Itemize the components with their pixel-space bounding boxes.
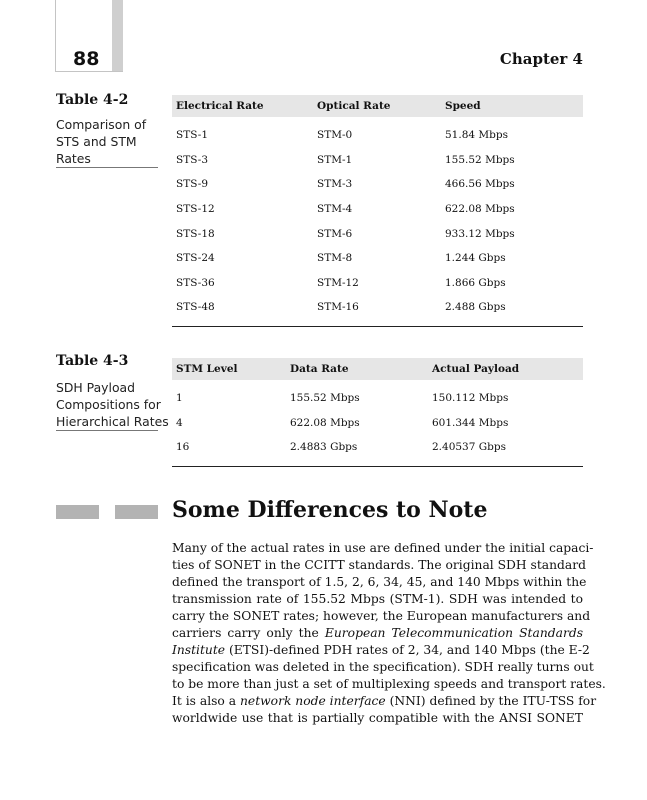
column-header: STM Level [172, 358, 286, 380]
table-cell: STM-12 [317, 276, 359, 289]
table-4-2 [172, 95, 583, 327]
body-line: Many of the actual rates in use are defined under the initial capaci- [172, 541, 594, 555]
table-4-2-label: Table 4-2 [56, 92, 129, 108]
table-cell: STM-8 [317, 252, 353, 265]
table-cell: STS-12 [176, 203, 215, 216]
column-header: Data Rate [286, 358, 428, 380]
page-tab-rule [56, 71, 123, 72]
body-line: defined the transport of 1.5, 2, 6, 34, 45, and 140 Mbps within the [172, 575, 587, 589]
table-4-2-caption [56, 116, 158, 168]
table-row [172, 197, 583, 222]
table-row [172, 380, 583, 411]
table-row [172, 435, 583, 466]
table-4-3 [172, 358, 583, 467]
table-cell: 155.52 Mbps [290, 392, 360, 405]
table-row [172, 411, 583, 436]
caption-line: STS and STM [56, 134, 137, 149]
table-cell: STS-36 [176, 276, 215, 289]
table-cell: 933.12 Mbps [445, 227, 515, 240]
table-row [172, 246, 583, 271]
column-header: Speed [441, 95, 583, 117]
body-line: worldwide use that is partially compatible with the ANSI SONET [172, 711, 583, 725]
table-cell: STS-3 [176, 153, 209, 166]
chapter-label: Chapter 4 [499, 50, 583, 68]
table-row [172, 148, 583, 173]
body-line: Institute (ETSI)-defined PDH rates of 2, 34, and 140 Mbps (the E-2 [172, 643, 590, 657]
column-header: Optical Rate [313, 95, 441, 117]
table-cell: 2.488 Gbps [445, 301, 506, 314]
section-marker-block [56, 505, 99, 519]
table-cell: 4 [176, 416, 183, 429]
table-cell: 16 [176, 441, 190, 454]
body-line: transmission rate of 155.52 Mbps (STM-1). SDH was intended to [172, 592, 583, 606]
table-row [172, 117, 583, 148]
table-cell: STM-1 [317, 153, 353, 166]
caption-line: Hierarchical Rates [56, 414, 169, 429]
table-4-3-caption [56, 379, 169, 431]
table-cell: STS-48 [176, 301, 215, 314]
column-header: Actual Payload [428, 358, 583, 380]
caption-line: Compositions for [56, 397, 161, 412]
table-cell: STM-6 [317, 227, 353, 240]
table-row [172, 271, 583, 296]
table-row [172, 172, 583, 197]
table-cell: 622.08 Mbps [445, 203, 515, 216]
table-cell: STS-9 [176, 178, 209, 191]
table-cell: STM-16 [317, 301, 359, 314]
table-cell: STS-18 [176, 227, 215, 240]
body-line: carriers carry only the European Telecommunication Standards [172, 626, 584, 640]
table-cell: 1.866 Gbps [445, 276, 506, 289]
table-row [172, 295, 583, 326]
body-line: carry the SONET rates; however, the European manufacturers and [172, 609, 591, 623]
table-cell: 622.08 Mbps [290, 416, 360, 429]
table-cell: STS-24 [176, 252, 215, 265]
body-line: ties of SONET in the CCITT standards. The original SDH standard [172, 558, 586, 572]
caption-line: Comparison of [56, 117, 147, 132]
page-tab-bar [112, 0, 123, 72]
column-header: Electrical Rate [172, 95, 313, 117]
body-line: to be more than just a set of multiplexing speeds and transport rates. [172, 677, 606, 691]
table-cell: STM-4 [317, 203, 353, 216]
section-marker-block [115, 505, 158, 519]
caption-line: Rates [56, 150, 158, 168]
table-header-row [172, 358, 583, 380]
table-cell: 150.112 Mbps [432, 392, 509, 405]
table-cell: STM-0 [317, 129, 353, 142]
table-cell: STM-3 [317, 178, 353, 191]
body-paragraph [172, 540, 606, 727]
table-cell: 466.56 Mbps [445, 178, 515, 191]
section-heading: Some Differences to Note [172, 497, 488, 523]
table-cell: 2.4883 Gbps [290, 441, 358, 454]
page-number: 88 [73, 48, 100, 70]
table-cell: 1 [176, 392, 183, 405]
table-row [172, 221, 583, 246]
table-cell: 601.344 Mbps [432, 416, 509, 429]
table-cell: 1.244 Gbps [445, 252, 506, 265]
body-line: specification was deleted in the specification). SDH really turns out [172, 660, 594, 674]
body-line: It is also a network node interface (NNI) defined by the ITU-TSS for [172, 694, 597, 708]
table-cell: STS-1 [176, 129, 209, 142]
table-header-row [172, 95, 583, 117]
table-4-3-label: Table 4-3 [56, 353, 129, 369]
caption-line: SDH Payload [56, 380, 135, 395]
table-cell: 155.52 Mbps [445, 153, 515, 166]
table-cell: 51.84 Mbps [445, 129, 508, 142]
table-cell: 2.40537 Gbps [432, 441, 506, 454]
